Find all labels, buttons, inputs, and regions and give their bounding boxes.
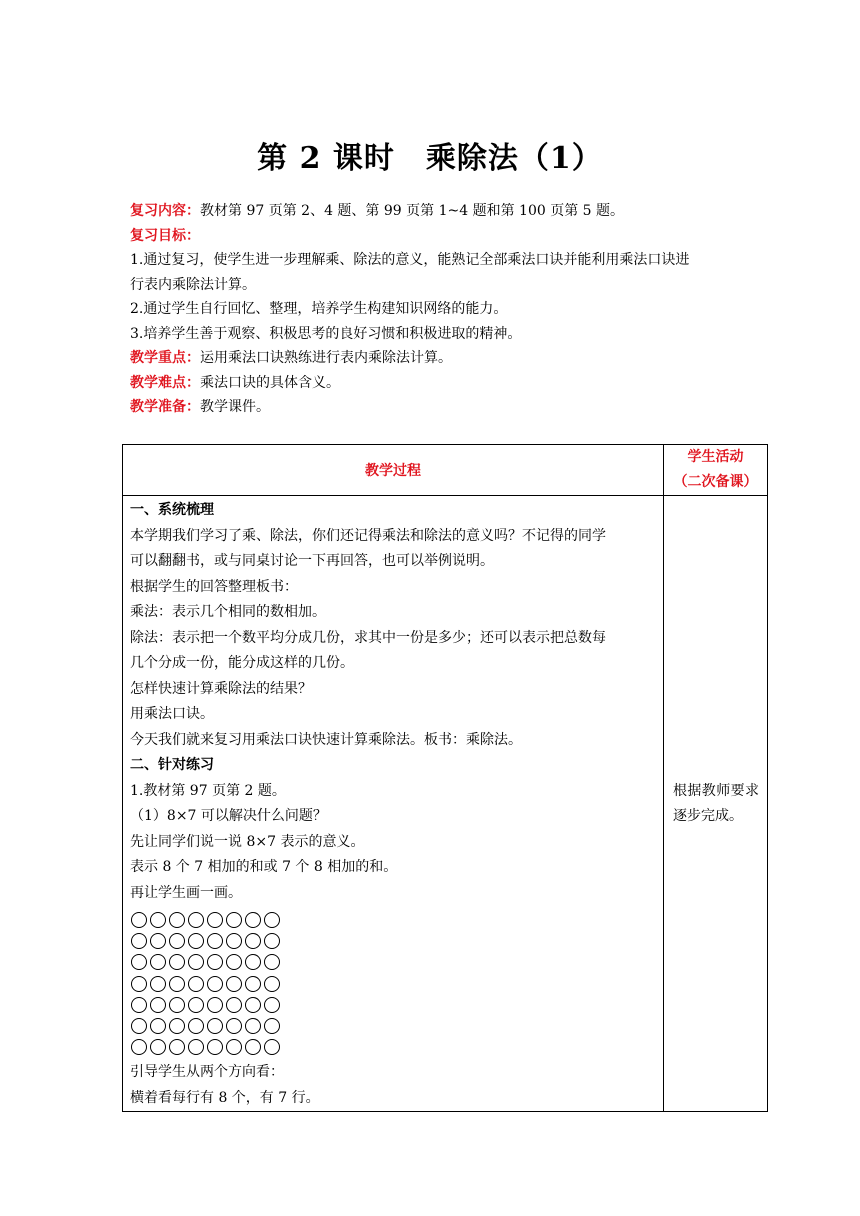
process-cell	[123, 496, 664, 1112]
circle-icon	[131, 976, 147, 992]
circle-icon	[131, 1039, 147, 1055]
circle-icon	[150, 997, 166, 1013]
preparation-line	[130, 395, 770, 420]
circle-icon	[264, 976, 280, 992]
circle-icon	[188, 1039, 204, 1055]
circle-icon	[169, 912, 185, 928]
circle-icon	[131, 1018, 147, 1034]
circle-row	[131, 1016, 655, 1037]
circle-icon	[188, 954, 204, 970]
paragraph-line: 表示 8 个 7 相加的和或 7 个 8 相加的和。	[130, 859, 398, 875]
circle-icon	[226, 997, 242, 1013]
lesson-table	[122, 444, 768, 1112]
section-heading-2: 二、针对练习	[130, 757, 214, 773]
circle-icon	[169, 1018, 185, 1034]
paragraph-line: （1）8×7 可以解决什么问题？	[130, 808, 327, 824]
circle-row	[131, 974, 655, 995]
preparation-label: 教学准备：	[130, 399, 200, 415]
paragraph-line: 乘法：表示几个相同的数相加。	[130, 604, 326, 620]
goals-label: 复习目标：	[130, 227, 200, 244]
difficulty-label: 教学难点：	[130, 374, 200, 391]
circle-icon	[226, 976, 242, 992]
preparation-text: 教学课件。	[200, 399, 270, 415]
circle-icon	[207, 933, 223, 949]
circle-icon	[131, 954, 147, 970]
review-content-label: 复习内容：	[130, 203, 200, 219]
paragraph-line: 除法：表示把一个数平均分成几份，求其中一份是多少；还可以表示把总数每	[130, 629, 606, 646]
circle-icon	[226, 954, 242, 970]
paragraph-line: 可以翻翻书，或与同桌讨论一下再回答，也可以举例说明。	[130, 553, 494, 569]
circle-icon	[188, 976, 204, 992]
header-activity-line-1: 学生活动	[687, 449, 744, 465]
circle-icon	[245, 1018, 261, 1034]
circle-row	[131, 1037, 655, 1058]
circle-icon	[188, 997, 204, 1013]
circle-icon	[226, 933, 242, 949]
difficulty-line	[130, 371, 770, 396]
circle-icon	[188, 912, 204, 928]
circle-icon	[207, 976, 223, 992]
circle-icon	[150, 1018, 166, 1034]
table-header-row	[123, 445, 768, 496]
paragraph-line: 再让学生画一画。	[130, 884, 242, 901]
header-process: 教学过程	[123, 445, 664, 496]
circle-icon	[207, 954, 223, 970]
activity-text: 根据教师要求逐步完成。	[673, 782, 759, 824]
circle-icon	[169, 997, 185, 1013]
paragraph-line: 用乘法口诀。	[130, 706, 214, 722]
circle-icon	[169, 1039, 185, 1055]
paragraph-line: 今天我们就来复习用乘法口诀快速计算乘除法。板书：乘除法。	[130, 731, 522, 748]
circle-icon	[150, 954, 166, 970]
key-point-line	[130, 346, 770, 371]
circle-row	[131, 995, 655, 1016]
circle-icon	[207, 1018, 223, 1034]
circle-grid	[130, 906, 655, 1060]
header-activity-line-2: （二次备课）	[673, 474, 758, 490]
table-body-row	[123, 496, 768, 1112]
circle-icon	[169, 976, 185, 992]
circle-icon	[207, 997, 223, 1013]
circle-row	[131, 952, 655, 973]
paragraph-line: 怎样快速计算乘除法的结果？	[130, 680, 312, 697]
circle-icon	[150, 912, 166, 928]
circle-icon	[188, 933, 204, 949]
circle-icon	[226, 1039, 242, 1055]
circle-icon	[264, 954, 280, 970]
circle-icon	[264, 912, 280, 928]
circle-icon	[131, 997, 147, 1013]
circle-icon	[245, 912, 261, 928]
circle-icon	[207, 912, 223, 928]
review-content-line	[130, 199, 770, 224]
difficulty-text: 乘法口诀的具体含义。	[200, 374, 340, 391]
circle-icon	[264, 1018, 280, 1034]
page-title: 第 2 课时 乘除法（1）	[257, 141, 603, 176]
header-activity	[664, 445, 768, 496]
paragraph-line: 根据学生的回答整理板书：	[130, 578, 298, 595]
circle-icon	[264, 997, 280, 1013]
circle-icon	[188, 1018, 204, 1034]
circle-icon	[150, 976, 166, 992]
lesson-intro	[130, 199, 770, 420]
circle-icon	[131, 933, 147, 949]
circle-icon	[245, 933, 261, 949]
circle-icon	[245, 976, 261, 992]
circle-icon	[131, 912, 147, 928]
paragraph-line: 1.教材第 97 页第 2 题。	[130, 782, 286, 799]
paragraph-line: 横着看每行有 8 个，有 7 行。	[130, 1089, 320, 1106]
circle-icon	[226, 912, 242, 928]
circle-icon	[169, 954, 185, 970]
circle-icon	[226, 1018, 242, 1034]
paragraph-line: 先让同学们说一说 8×7 表示的意义。	[130, 833, 365, 850]
goals-line	[130, 224, 770, 249]
circle-icon	[169, 933, 185, 949]
circle-icon	[264, 933, 280, 949]
paragraph-line: 几个分成一份，能分成这样的几份。	[130, 655, 354, 671]
goal-1-line-2: 行表内乘除法计算。	[130, 276, 256, 293]
key-point-text: 运用乘法口诀熟练进行表内乘除法计算。	[200, 350, 452, 366]
goal-2: 2.通过学生自行回忆、整理，培养学生构建知识网络的能力。	[130, 301, 508, 317]
goal-1-line-1: 1.通过复习，使学生进一步理解乘、除法的意义，能熟记全部乘法口诀并能利用乘法口诀进	[130, 252, 690, 268]
goal-3: 3.培养学生善于观察、积极思考的良好习惯和积极进取的精神。	[130, 325, 522, 342]
circle-row	[131, 910, 655, 931]
paragraph-line: 本学期我们学习了乘、除法，你们还记得乘法和除法的意义吗？不记得的同学	[130, 527, 606, 544]
circle-icon	[245, 1039, 261, 1055]
circle-icon	[207, 1039, 223, 1055]
activity-cell	[664, 496, 768, 1112]
circle-icon	[150, 1039, 166, 1055]
paragraph-line: 引导学生从两个方向看：	[130, 1064, 284, 1081]
key-point-label: 教学重点：	[130, 350, 200, 366]
circle-icon	[245, 997, 261, 1013]
section-heading-1: 一、系统梳理	[130, 502, 214, 518]
circle-icon	[150, 933, 166, 949]
review-content-text: 教材第 97 页第 2、4 题、第 99 页第 1~4 题和第 100 页第 5 题。	[200, 203, 625, 219]
circle-icon	[264, 1039, 280, 1055]
circle-row	[131, 931, 655, 952]
circle-icon	[245, 954, 261, 970]
